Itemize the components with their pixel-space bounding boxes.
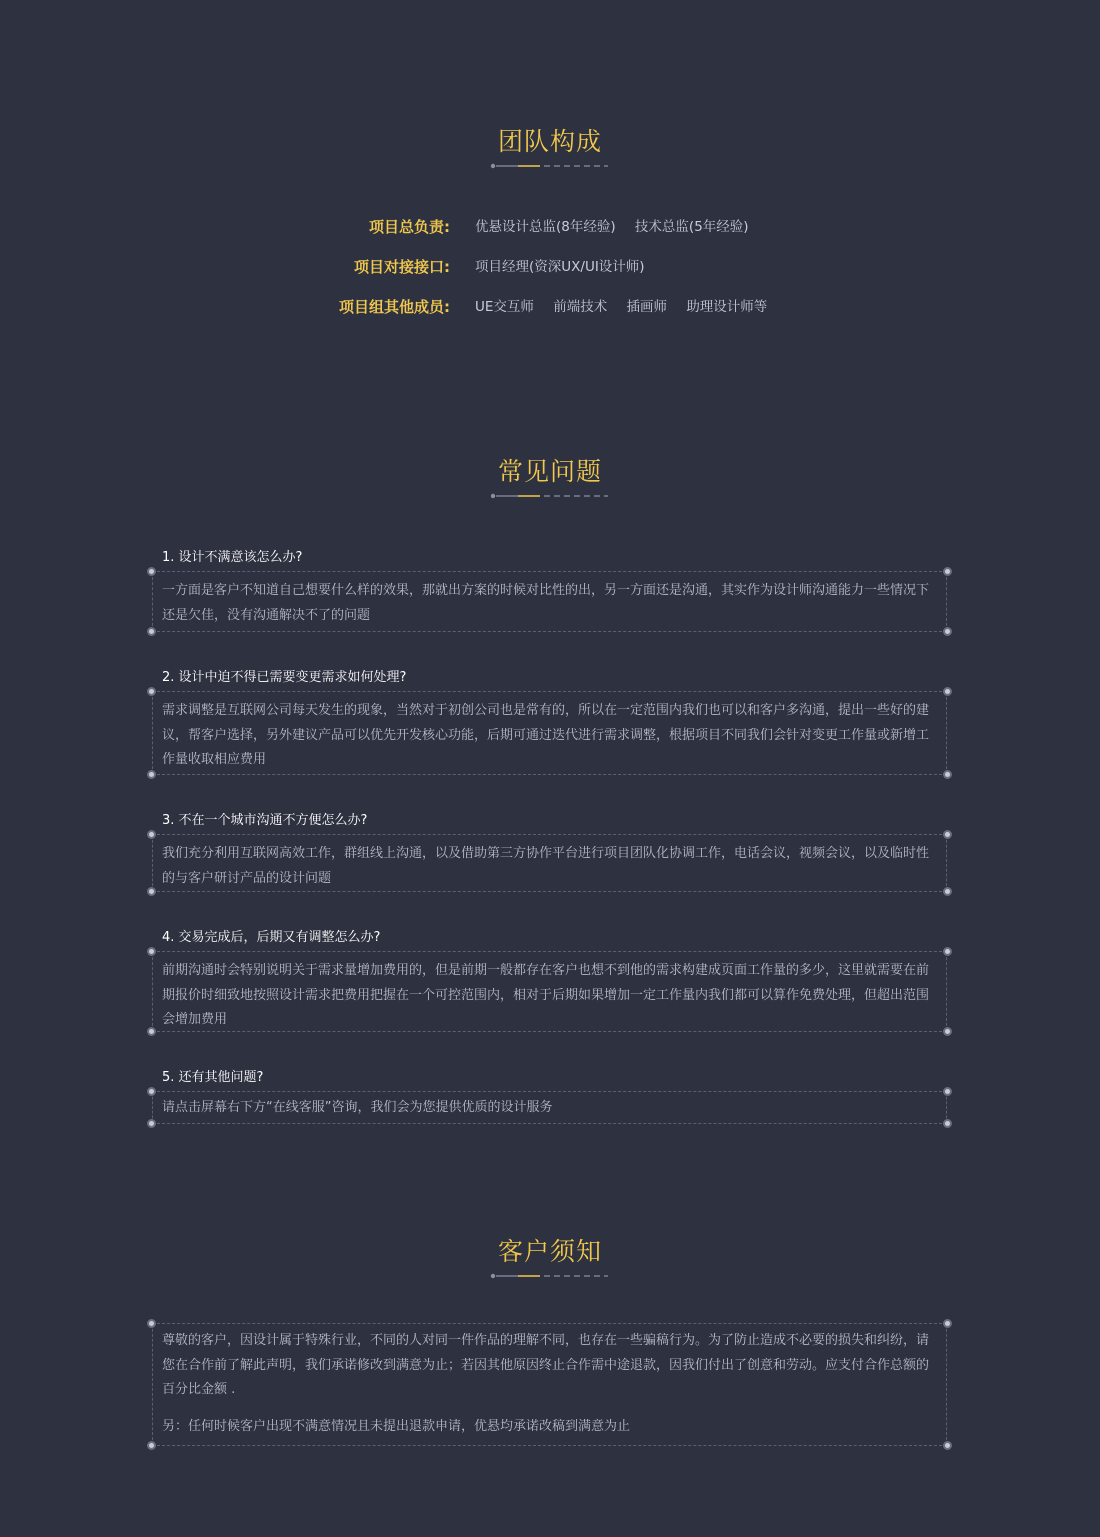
corner-dot-icon (147, 770, 156, 779)
corner-dot-icon (943, 947, 952, 956)
notice-content (152, 1324, 947, 1445)
team-member: 项目经理(资深UX/UI设计师) (475, 259, 645, 275)
faq-answer: 一方面是客户不知道自己想要什么样的效果，那就出方案的时候对比性的出，另一方面还是沟通，其实作为设计师沟通能力一些情况下还是欠佳，没有沟通解决不了的问题 (162, 583, 930, 623)
team-section-title (0, 125, 1100, 169)
faq-question: 5. 还有其他问题? (162, 1070, 264, 1085)
title-ornament-icon (490, 493, 610, 499)
corner-dot-icon (943, 1319, 952, 1328)
corner-dot-icon (147, 947, 156, 956)
faq-answer-box (152, 691, 947, 775)
corner-dot-icon (147, 1119, 156, 1128)
notice-paragraph: 尊敬的客户，因设计属于特殊行业，不同的人对同一件作品的理解不同，也存在一些骗稿行为。为了防止造成不必要的损失和纠纷，请您在合作前了解此声明，我们承诺修改到满意为止；若因其他原因终止合作需中途退款，因我们付出了创意和劳动。应支付合作总额的百分比金额 . (162, 1333, 930, 1397)
team-member: 插画师 (626, 299, 668, 315)
corner-dot-icon (147, 1441, 156, 1450)
corner-dot-icon (147, 1319, 156, 1328)
team-title: 团队构成 (497, 127, 602, 156)
faq-title: 常见问题 (497, 457, 602, 486)
corner-dot-icon (943, 567, 952, 576)
corner-dot-icon (147, 1027, 156, 1036)
corner-dot-icon (943, 1441, 952, 1450)
corner-dot-icon (943, 687, 952, 696)
corner-dot-icon (147, 887, 156, 896)
team-row (0, 216, 1100, 238)
team-row-values (475, 216, 764, 238)
team-member: UE交互师 (475, 299, 534, 315)
corner-dot-icon (943, 1119, 952, 1128)
corner-dot-icon (943, 770, 952, 779)
faq-answer: 前期沟通时会特别说明关于需求量增加费用的，但是前期一般都存在客户也想不到他的需求构建成页面工作量的多少，这里就需要在前期报价时细致地按照设计需求把费用把握在一个可控范围内，相对于后期如果增加一定工作量内我们都可以算作免费处理，但超出范围会增加费用 (162, 963, 930, 1027)
corner-dot-icon (943, 887, 952, 896)
faq-answer: 我们充分利用互联网高效工作，群组线上沟通，以及借助第三方协作平台进行项目团队化协调工作，电话会议，视频会议，以及临时性的与客户研讨产品的设计问题 (162, 846, 930, 886)
faq-question: 4. 交易完成后，后期又有调整怎么办? (162, 930, 381, 945)
team-row-label: 项目总负责: (369, 218, 450, 236)
corner-dot-icon (147, 687, 156, 696)
notice-paragraph: 另：任何时候客户出现不满意情况且未提出退款申请，优悬均承诺改稿到满意为止 (162, 1418, 631, 1434)
notice-title: 客户须知 (497, 1237, 602, 1266)
team-row (0, 256, 1100, 278)
team-member: 助理设计师等 (686, 299, 768, 315)
team-member: 前端技术 (553, 299, 608, 315)
faq-section-title (0, 455, 1100, 499)
team-row-values (475, 296, 782, 318)
corner-dot-icon (147, 830, 156, 839)
corner-dot-icon (147, 627, 156, 636)
corner-dot-icon (943, 1027, 952, 1036)
team-row (0, 296, 1100, 318)
title-ornament-icon (490, 1273, 610, 1279)
team-row-label: 项目对接接口: (354, 258, 450, 276)
team-member: 优悬设计总监(8年经验) (475, 219, 616, 235)
team-row-label: 项目组其他成员: (339, 298, 450, 316)
corner-dot-icon (147, 1087, 156, 1096)
faq-answer: 请点击屏幕右下方“在线客服”咨询，我们会为您提供优质的设计服务 (162, 1100, 553, 1115)
faq-answer-box (152, 571, 947, 632)
corner-dot-icon (147, 567, 156, 576)
faq-question: 3. 不在一个城市沟通不方便怎么办? (162, 813, 368, 828)
faq-question: 1. 设计不满意该怎么办? (162, 550, 303, 565)
team-member: 技术总监(5年经验) (634, 219, 749, 235)
faq-question: 2. 设计中迫不得已需要变更需求如何处理? (162, 670, 407, 685)
notice-box (152, 1323, 947, 1446)
corner-dot-icon (943, 627, 952, 636)
faq-answer-box (152, 1091, 947, 1124)
faq-answer-box (152, 834, 947, 892)
team-row-values (475, 256, 660, 278)
notice-section-title (0, 1235, 1100, 1279)
faq-answer: 需求调整是互联网公司每天发生的现象，当然对于初创公司也是常有的，所以在一定范围内我们也可以和客户多沟通，提出一些好的建议，帮客户选择，另外建议产品可以优先开发核心功能，后期可通过迭代进行需求调整，根据项目不同我们会针对变更工作量或新增工作量收取相应费用 (162, 703, 930, 767)
faq-answer-box (152, 951, 947, 1032)
corner-dot-icon (943, 830, 952, 839)
title-ornament-icon (490, 163, 610, 169)
corner-dot-icon (943, 1087, 952, 1096)
